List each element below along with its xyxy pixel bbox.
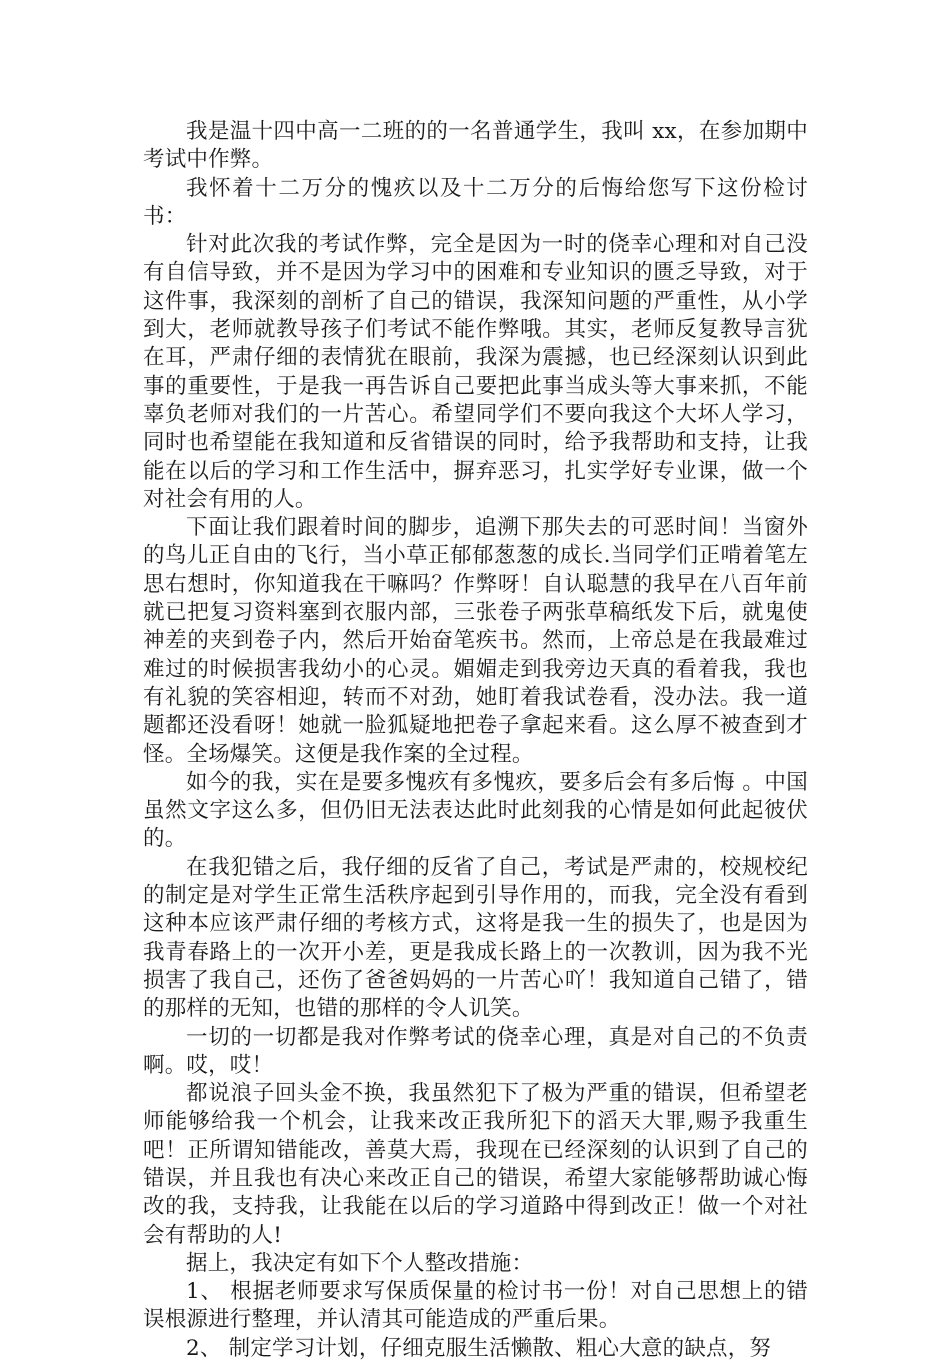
paragraph-regret: 如今的我，实在是要多愧疚有多愧疚，要多后会有多后悔 。中国虽然文字这么多，但仍旧无法表达此时此刻我的心情是如何此起彼伏的。: [143, 769, 808, 852]
paragraph-request: 都说浪子回头金不换，我虽然犯下了极为严重的错误，但希望老师能够给我一个机会，让我来改正我所犯下的滔天大罪,赐予我重生吧！正所谓知错能改，善莫大焉，我现在已经深刻的认识到了自己的错误，并且我也有决心来改正自己的错误，希望大家能够帮助诚心悔改的我，支持我，让我能在以后的学习道路中得到改正！做一个对社会有帮助的人!: [143, 1081, 808, 1248]
paragraph-self-examination: 在我犯错之后，我仔细的反省了自己，考试是严肃的，校规校纪的制定是对学生正常生活秩序起到引导作用的，而我，完全没有看到这种本应该严肃仔细的考核方式，这将是我一生的损失了，也是因为我青春路上的一次开小差，更是我成长路上的一次教训，因为我不光损害了我自己，还伤了爸爸妈妈的一片苦心吖！我知道自己错了，错的那样的无知，也错的那样的令人讥笑。: [143, 854, 808, 1022]
paragraph-intro: 我是温十四中高一二班的的一名普通学生，我叫 xx，在参加期中考试中作弊。: [143, 119, 808, 173]
measure-item-2: 2、 制定学习计划，仔细克服生活懒散、粗心大意的缺点，努: [186, 1335, 772, 1361]
measure-item-1: 1、 根据老师要求写保质保量的检讨书一份！对自己思想上的错误根源进行整理，并认清其可能造成的严重后果。: [143, 1279, 808, 1333]
paragraph-measures-heading: 据上，我决定有如下个人整改措施：: [186, 1250, 534, 1276]
paragraph-summary: 一切的一切都是我对作弊考试的侥幸心理，真是对自己的不负责啊。哎，哎！: [143, 1024, 808, 1078]
paragraph-apology-opening: 我怀着十二万分的愧疚以及十二万分的后悔给您写下这份检讨书：: [143, 175, 808, 229]
document-page: [143, 118, 808, 1363]
paragraph-incident: 下面让我们跟着时间的脚步，追溯下那失去的可恶时间！当窗外的鸟儿正自由的飞行，当小草正郁郁葱葱的成长.当同学们正啃着笔左思右想时，你知道我在干嘛吗？作弊呀！自认聪慧的我早在八百年前就已把复习资料塞到衣服内部，三张卷子两张草稿纸发下后，就鬼使神差的夹到卷子内，然后开始奋笔疾书。然而，上帝总是在我最难过难过的时候损害我幼小的心灵。媚媚走到我旁边天真的看着我，我也有礼貌的笑容相迎，转而不对劲，她盯着我试卷看，没办法。我一道题都还没看呀！她就一脸狐疑地把卷子拿起来看。这么厚不被查到才怪。全场爆笑。这便是我作案的全过程。: [143, 515, 808, 767]
paragraph-reflection: 针对此次我的考试作弊，完全是因为一时的侥幸心理和对自己没有自信导致，并不是因为学习中的困难和专业知识的匮乏导致，对于这件事，我深刻的剖析了自己的错误，我深知问题的严重性，从小学到大，老师就教导孩子们考试不能作弊哦。其实，老师反复教导言犹在耳，严肃仔细的表情犹在眼前，我深为震撼，也已经深刻认识到此事的重要性，于是我一再告诉自己要把此事当成头等大事来抓，不能辜负老师对我们的一片苦心。希望同学们不要向我这个大坏人学习，同时也希望能在我知道和反省错误的同时，给予我帮助和支持，让我能在以后的学习和工作生活中，摒弃恶习，扎实学好专业课，做一个对社会有用的人。: [143, 232, 808, 512]
